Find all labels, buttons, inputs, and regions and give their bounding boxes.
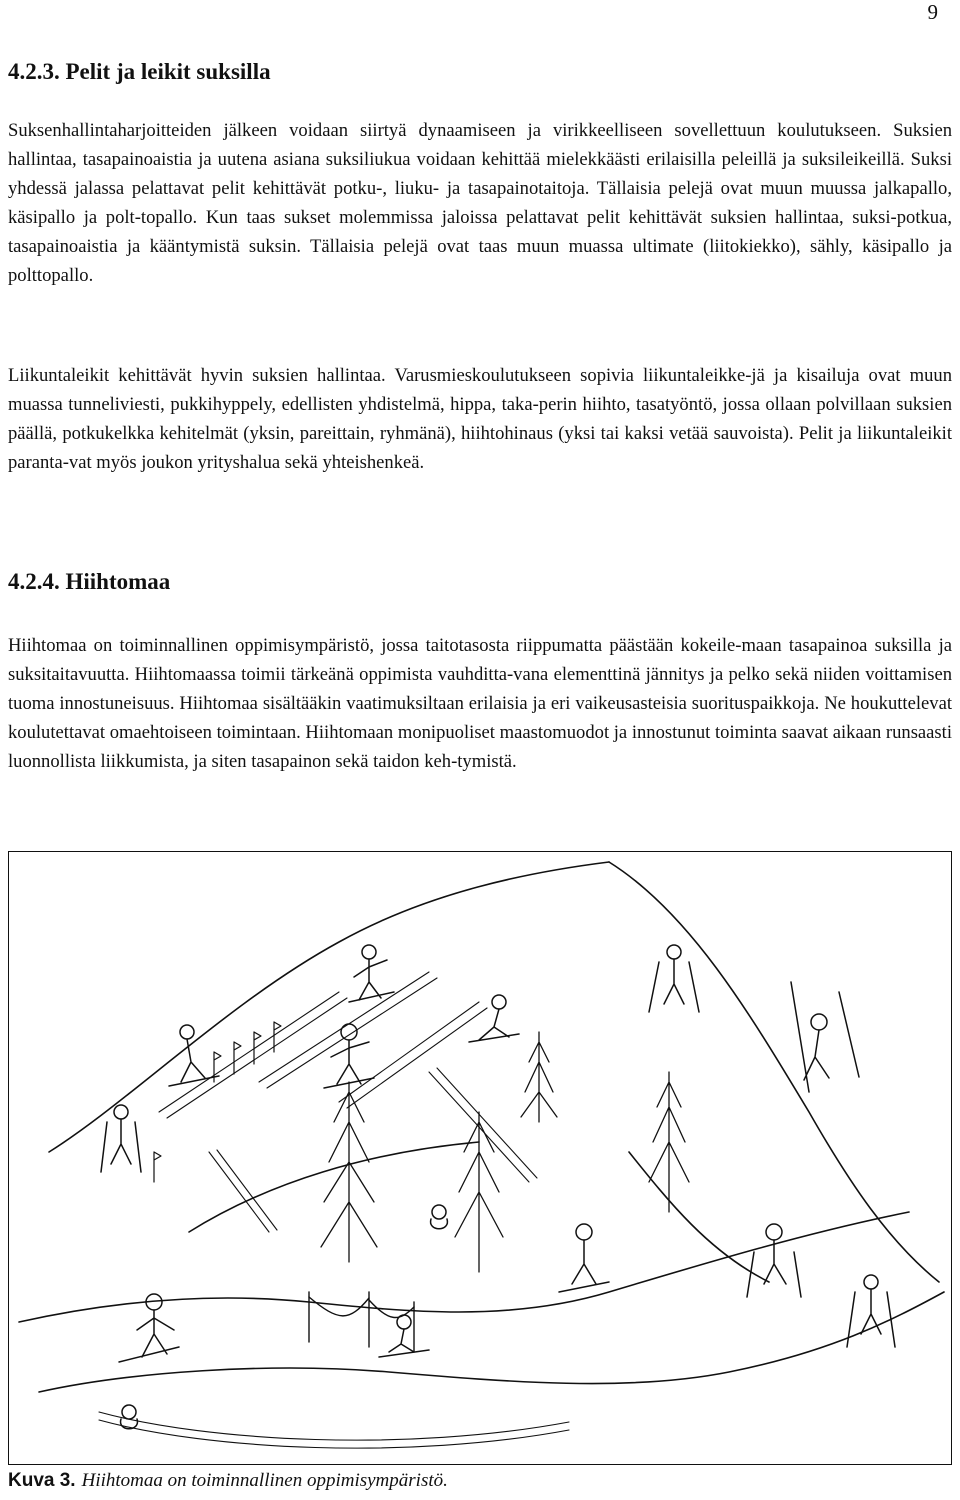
section-heading-hiihtomaa: 4.2.4. Hiihtomaa <box>8 569 171 594</box>
rope-fence <box>309 1292 414 1352</box>
ski-field-illustration <box>8 851 952 1465</box>
paragraph-hiihtomaa: Hiihtomaa on toiminnallinen oppimisympäristö, jossa taitotasosta riippumatta päästään kokeile-maan tasapainoa suksilla ja suksitaitavuutta. Hiihtomaassa toimii tärkeänä oppimista vauhditta-vana elementtinä jännitys ja pelko sekä niiden voittamisen tuoma innostuneisuus. Hiihtomaa sisältääkin vaatimuksiltaan erilaisia ja eri vaikeusasteisia suorituspaikkoja. Ne houkuttelevat koulutettavat omaehtoiseen toimintaan. Hiihtomaan monipuoliset maastomuodot ja innostunut toiminta saavat aikaan runsaasti luonnollista liikkumista, ja siten tasapainon sekä taidon keh-tymistä. <box>8 635 952 772</box>
page-number: 9 <box>927 0 938 24</box>
figure-caption-text: Hiihtomaa on toiminnallinen oppimisympäristö. <box>81 1470 448 1491</box>
paragraph-liikuntaleikit: Liikuntaleikit kehittävät hyvin suksien hallintaa. Varusmieskoulutukseen sopivia liikuntaleikke-jä ja kisailuja ovat muun muassa tunneliviesti, pukkihyppely, edellisten yhdistelmä, hippa, taka-perin hiihto, tasatyöntö, jossa ollaan polvillaan suksien päällä, potkukelkka kehitelmät (yksin, pareittain, ryhmänä), hiihtohinaus (yksi tai kaksi vetää sauvoista). Pelit ja liikuntaleikit paranta-vat myös joukon yrityshalua sekä yhteishenkeä. <box>8 365 952 473</box>
ski-slope-drawing <box>9 852 950 1463</box>
skiers <box>101 945 895 1429</box>
figure-caption <box>8 1468 448 1494</box>
ski-tracks <box>99 972 569 1448</box>
section-heading-pelit: 4.2.3. Pelit ja leikit suksilla <box>8 59 271 84</box>
figure-label: Kuva 3. <box>8 1470 76 1491</box>
paragraph-pelit: Suksenhallintaharjoitteiden jälkeen voidaan siirtyä dynaamiseen ja virikkeelliseen sovellettuun koulutukseen. Suksien hallintaa, tasapainoaistia ja uutena asiana suksiliukua voidaan kehittää mielekkäästi erilaisilla peleillä ja suksileikeillä. Suksi yhdessä jalassa pelattavat pelit kehittävät potku-, liuku- ja tasapainotaitoja. Tällaisia pelejä ovat muun muussa jalkapallo, käsipallo ja polt-topallo. Kun taas sukset molemmissa jaloissa pelattavat pelit kehittävät suksien hallintaa, suksi-potkua, tasapainoaistia ja kääntymistä suksin. Tällaisia pelejä ovat taas muun muassa ultimate (liitokiekko), sähly, käsipallo ja polttopallo. <box>8 120 952 286</box>
spruce-trees <box>321 1032 689 1272</box>
